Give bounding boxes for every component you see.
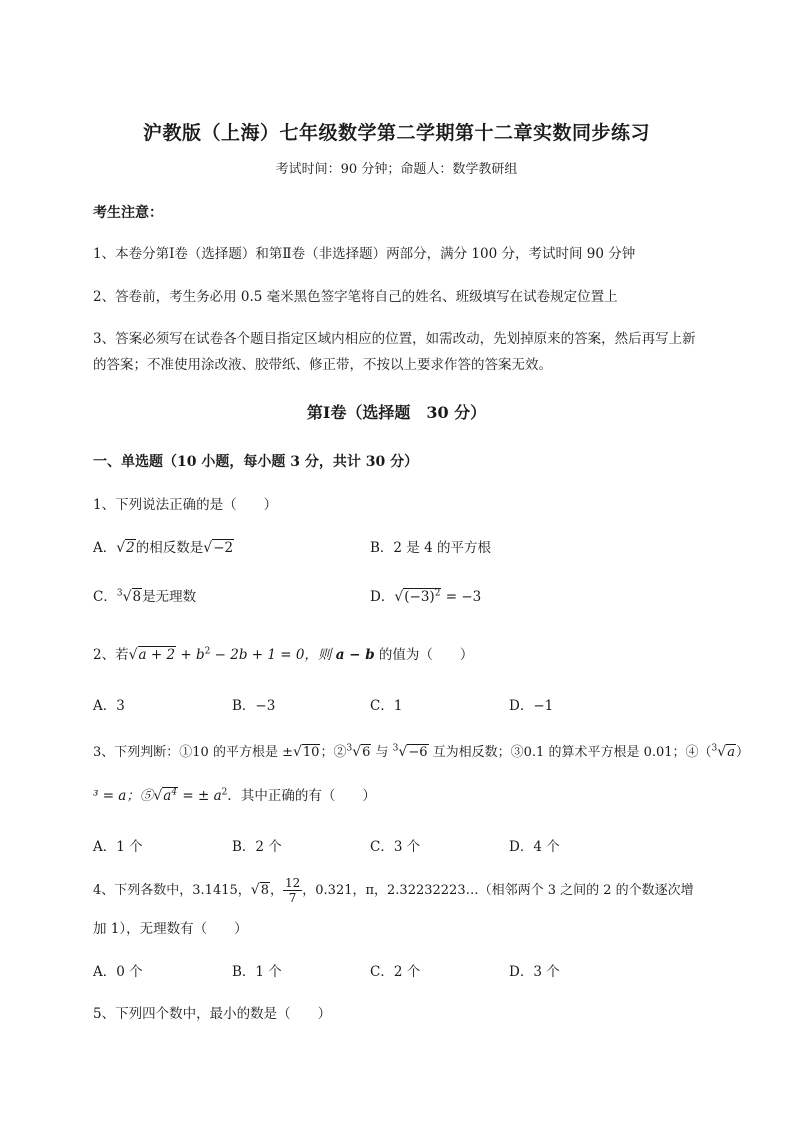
radicand: a: [727, 745, 735, 760]
question-1-option-b: B．2 是 4 的平方根: [370, 540, 491, 556]
sqrt-symbol: √: [398, 744, 408, 760]
sqrt-symbol: √: [394, 589, 404, 605]
sqrt-symbol: √: [153, 788, 163, 804]
question-2-option-d: D．−1: [509, 698, 554, 714]
radicand: 6: [362, 745, 371, 760]
question-1-stem: 1、下列说法正确的是（ ）: [93, 497, 278, 513]
text: ³ = a；⑤: [93, 788, 154, 804]
text: ．其中正确的有（ ）: [227, 788, 376, 804]
question-4-option-d: D．3 个: [509, 964, 560, 980]
question-5-stem: 5、下列四个数中，最小的数是（ ）: [93, 1006, 332, 1022]
question-2-option-c: C．1: [370, 698, 403, 714]
exponent: 4: [171, 787, 178, 798]
question-4-option-c: C．2 个: [370, 964, 421, 980]
page-title: 沪教版（上海）七年级数学第二学期第十二章实数同步练习: [142, 122, 650, 144]
text: ）: [735, 745, 749, 760]
question-2-option-b: B．−3: [232, 698, 276, 714]
text: 4、下列各数中，3.1415，: [93, 883, 251, 898]
fraction: [283, 876, 302, 905]
option-c-prefix: C．: [93, 589, 117, 605]
radicand-base: a: [163, 788, 172, 804]
sqrt-symbol: √: [128, 647, 138, 663]
root-index: 3: [116, 588, 123, 599]
question-3-option-c: C．3 个: [370, 839, 421, 855]
root-index: 3: [346, 743, 353, 754]
radicand: [162, 787, 178, 804]
question-3-line-1: [93, 741, 749, 760]
option-a-prefix: A．: [93, 540, 117, 556]
radicand: 2: [126, 540, 135, 556]
text: ，: [269, 883, 283, 898]
question-2-option-a: A．3: [93, 698, 125, 714]
question-3-option-d: D．4 个: [509, 839, 560, 855]
radicand: [403, 588, 441, 605]
exponent: 2: [434, 588, 441, 599]
root-index: 3: [711, 743, 718, 754]
question-4-line-1: [93, 876, 694, 905]
notice-item-1: 1、本卷分第Ⅰ卷（选择题）和第Ⅱ卷（非选择题）两部分，满分 100 分，考试时间 90 分钟: [93, 246, 636, 262]
text: ，0.321，π，2.32232223…（相邻两个 3 之间的 2 的个数逐次增: [302, 883, 694, 898]
question-2-stem: [93, 643, 473, 663]
section-title: 第Ⅰ卷（选择题 30 分）: [306, 403, 487, 422]
option-d-prefix: D．: [370, 589, 395, 605]
option-d-text: = −3: [441, 589, 482, 605]
radicand: 10: [302, 745, 320, 760]
text: 3、下列判断：①10 的平方根是 ±: [93, 745, 293, 760]
root-index: 3: [392, 743, 399, 754]
text: 互为相反数；③0.1 的算术平方根是 0.01；④（: [428, 745, 712, 760]
notice-heading: 考生注意：: [93, 205, 163, 221]
option-a-text: 的相反数是: [135, 540, 204, 556]
sqrt-symbol: √: [122, 589, 132, 605]
radicand: −6: [408, 745, 428, 760]
question-4-option-a: A．0 个: [93, 964, 143, 980]
exam-info: 考试时间：90 分钟；命题人：数学教研组: [275, 162, 518, 177]
question-1-option-c: [93, 585, 196, 605]
question-4-option-b: B．1 个: [232, 964, 282, 980]
question-3-option-a: A．1 个: [93, 839, 143, 855]
question-1-option-a: [93, 536, 234, 556]
option-c-text: 是无理数: [142, 589, 197, 605]
part-heading: 一、单选题（10 小题，每小题 3 分，共计 30 分）: [93, 454, 419, 470]
radicand-base: (−3): [404, 589, 435, 605]
notice-item-2: 2、答卷前，考生务必用 0.5 毫米黑色签字笔将自己的姓名、班级填写在试卷规定位置上: [93, 289, 618, 305]
radicand: 8: [260, 883, 269, 898]
text: ；②: [320, 745, 347, 760]
sqrt-symbol: √: [292, 744, 302, 760]
numerator: 12: [284, 876, 301, 890]
sqrt-symbol: √: [717, 744, 727, 760]
exponent: 2: [204, 646, 211, 657]
sqrt-symbol: √: [203, 540, 213, 556]
expression: a − b: [335, 647, 375, 663]
radicand: −2: [213, 540, 234, 556]
radicand: 8: [132, 589, 142, 605]
radicand: a + 2: [138, 647, 176, 663]
exponent: 2: [221, 787, 228, 798]
question-3-line-2: [93, 784, 376, 804]
sqrt-symbol: √: [352, 744, 362, 760]
term: + b: [176, 647, 205, 663]
question-1-option-d: [370, 585, 481, 605]
term: − 2b + 1 = 0，则: [210, 647, 336, 663]
text: = ± a: [178, 788, 222, 804]
question-4-line-2: 加 1），无理数有（ ）: [93, 921, 248, 937]
sqrt-symbol: √: [250, 882, 260, 898]
notice-item-3: 3、答案必须写在试卷各个题目指定区域内相应的位置，如需改动，先划掉原来的答案，然后再写上新: [93, 331, 696, 347]
notice-item-3-cont: 的答案；不准使用涂改液、胶带纸、修正带，不按以上要求作答的答案无效。: [93, 357, 552, 373]
denominator: 7: [288, 891, 297, 905]
stem-end: 的值为（ ）: [374, 647, 474, 663]
question-3-option-b: B．2 个: [232, 839, 282, 855]
sqrt-symbol: √: [116, 540, 126, 556]
stem-prefix: 2、若: [93, 647, 129, 663]
text: 与: [371, 745, 393, 760]
